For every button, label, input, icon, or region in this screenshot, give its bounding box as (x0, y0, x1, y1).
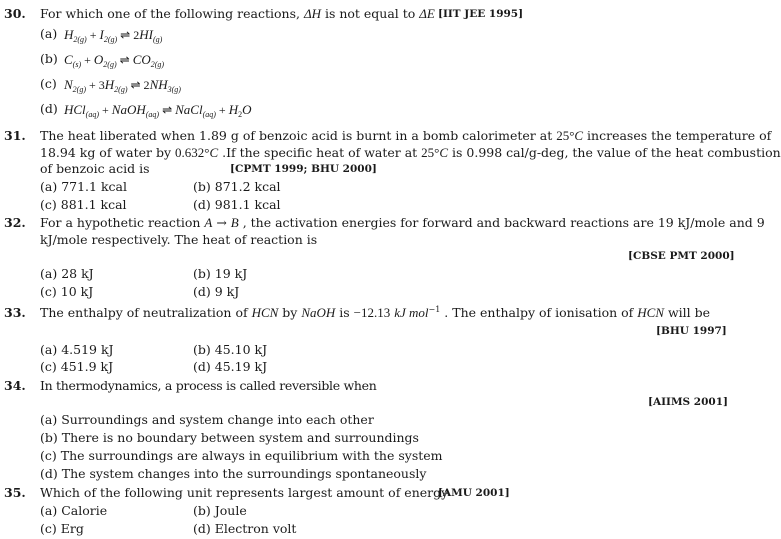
option-c: (c) 451.9 kJ (40, 359, 114, 374)
delta-h: ΔH (303, 6, 321, 21)
option-a: (a) Calorie (40, 503, 108, 518)
option-b: (b) 19 kJ (193, 266, 248, 281)
option-b: (b) 45.10 kJ (193, 342, 268, 357)
option-c: (c) 10 kJ (40, 284, 94, 299)
question-text: For which one of the following reactions, ΔH is not equal to ΔE (40, 6, 435, 21)
option-d: (d) 981.1 kcal (193, 197, 281, 212)
question-number: 32. (4, 215, 26, 230)
question-number: 33. (4, 305, 26, 320)
option-d: (d) The system changes into the surroundings spontaneously (40, 466, 427, 481)
question-line: For a hypothetic reaction A → B , the activation energies for forward and backward reactions are 19 kJ/mole and 9 (40, 215, 765, 230)
option-d: (d) Electron volt (193, 521, 297, 536)
option-label: (c) (40, 76, 57, 91)
option-b: (b) There is no boundary between system and surroundings (40, 430, 419, 445)
option-a: (a) 4.519 kJ (40, 342, 114, 357)
question-source: [AIIMS 2001] (648, 396, 728, 408)
question-line: The heat liberated when 1.89 g of benzoic acid is burnt in a bomb calorimeter at 25°C increases the temperature of (40, 128, 772, 143)
option-equation: $N_{2(g)} + 3H_{2(g)}$ ⇌ $2NH_{3(g)}$ (64, 77, 181, 94)
question-line: of benzoic acid is (40, 161, 150, 176)
option-equation: $H_{2(g)} + I_{2(g)}$ ⇌ $2HI_{(g)}$ (64, 27, 163, 44)
question-number: 30. (4, 6, 26, 21)
option-c: (c) Erg (40, 521, 84, 536)
question-source: [AMU 2001] (438, 487, 510, 499)
option-equation: HCl$_{(aq)}$ + NaOH$_{(aq)}$ ⇌ NaCl$_{(aq)}$ + $H_2O$ (64, 102, 252, 119)
question-number: 35. (4, 485, 26, 500)
option-a: (a) 771.1 kcal (40, 179, 127, 194)
delta-e: ΔE (419, 6, 435, 21)
question-line: The enthalpy of neutralization of HCN by NaOH is −12.13 kJ mol$^{-1}$ . The enthalpy of ionisation of HCN will be (40, 305, 711, 320)
option-a: (a) 28 kJ (40, 266, 94, 281)
question-source: [IIT JEE 1995] (438, 8, 524, 20)
question-line: 18.94 kg of water by 0.632°C .If the specific heat of water at 25°C is 0.998 cal/g-deg, the value of the heat combustion (40, 145, 781, 160)
question-source: [CBSE PMT 2000] (628, 250, 735, 262)
option-d: (d) 45.19 kJ (193, 359, 268, 374)
question-source: [CPMT 1999; BHU 2000] (230, 163, 377, 175)
option-b: (b) Joule (193, 503, 247, 518)
option-label: (b) (40, 51, 58, 66)
option-c: (c) 881.1 kcal (40, 197, 127, 212)
option-b: (b) 871.2 kcal (193, 179, 281, 194)
option-label: (a) (40, 26, 58, 41)
question-line: Which of the following unit represents largest amount of energy (40, 485, 449, 500)
question-number: 34. (4, 378, 26, 393)
option-equation: $C_{(s)} + O_{2(g)}$ ⇌ $CO_{2(g)}$ (64, 52, 165, 69)
option-d: (d) 9 kJ (193, 284, 240, 299)
option-label: (d) (40, 101, 58, 116)
question-number: 31. (4, 128, 26, 143)
option-a: (a) Surroundings and system change into each other (40, 412, 374, 427)
question-line: kJ/mole respectively. The heat of reaction is (40, 232, 318, 247)
option-c: (c) The surroundings are always in equilibrium with the system (40, 448, 443, 463)
question-line: In thermodynamics, a process is called reversible when (40, 378, 377, 393)
question-source: [BHU 1997] (656, 325, 727, 337)
